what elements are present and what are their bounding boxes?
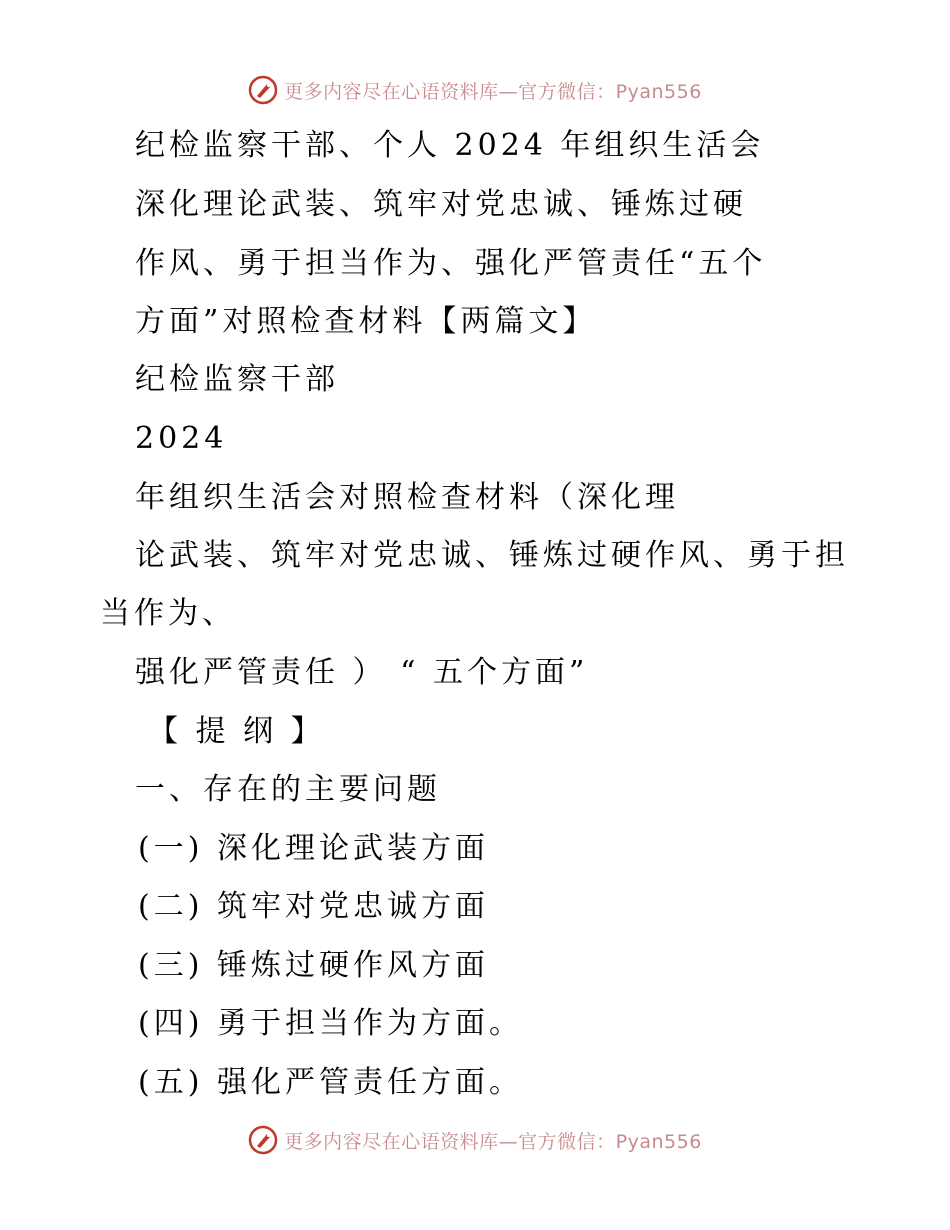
pen-nib-logo-icon: [248, 75, 278, 105]
title-line-3: 作风、勇于担当作为、强化严管责任“五个: [135, 246, 767, 281]
watermark-text: 更多内容尽在心语资料库—官方微信：Pyan556: [284, 1130, 702, 1153]
outline-heading: 【 提 纲 】: [148, 714, 325, 749]
footer-watermark: [0, 1120, 950, 1160]
subtitle-line-5: 当作为、: [100, 596, 236, 631]
subtitle-line-6: 强化严管责任 ） “ 五个方面”: [135, 655, 589, 690]
pen-nib-logo-icon: [248, 1125, 278, 1155]
list-item: (三) 锤炼过硬作风方面: [138, 948, 489, 983]
subtitle-line-1: 纪检监察干部: [135, 362, 339, 397]
list-item: (一) 深化理论武装方面: [138, 831, 489, 866]
title-line-2: 深化理论武装、筑牢对党忠诚、锤炼过硬: [135, 187, 747, 222]
list-item: (四) 勇于担当作为方面。: [138, 1006, 523, 1041]
list-item: (二) 筑牢对党忠诚方面: [138, 889, 489, 924]
subtitle-line-4: 论武装、筑牢对党忠诚、锤炼过硬作风、勇于担: [135, 538, 849, 573]
watermark-text: 更多内容尽在心语资料库—官方微信：Pyan556: [284, 80, 702, 103]
title-line-1: 纪检监察干部、个人 2024 年组织生活会: [135, 128, 765, 163]
title-line-4: 方面”对照检查材料【两篇文】: [135, 304, 597, 339]
subtitle-line-2: 2024: [135, 421, 228, 456]
subtitle-line-3: 年组织生活会对照检查材料（深化理: [135, 480, 679, 515]
header-watermark: [0, 70, 950, 110]
list-item: (五) 强化严管责任方面。: [138, 1065, 523, 1100]
section-heading: 一、存在的主要问题: [135, 772, 441, 807]
